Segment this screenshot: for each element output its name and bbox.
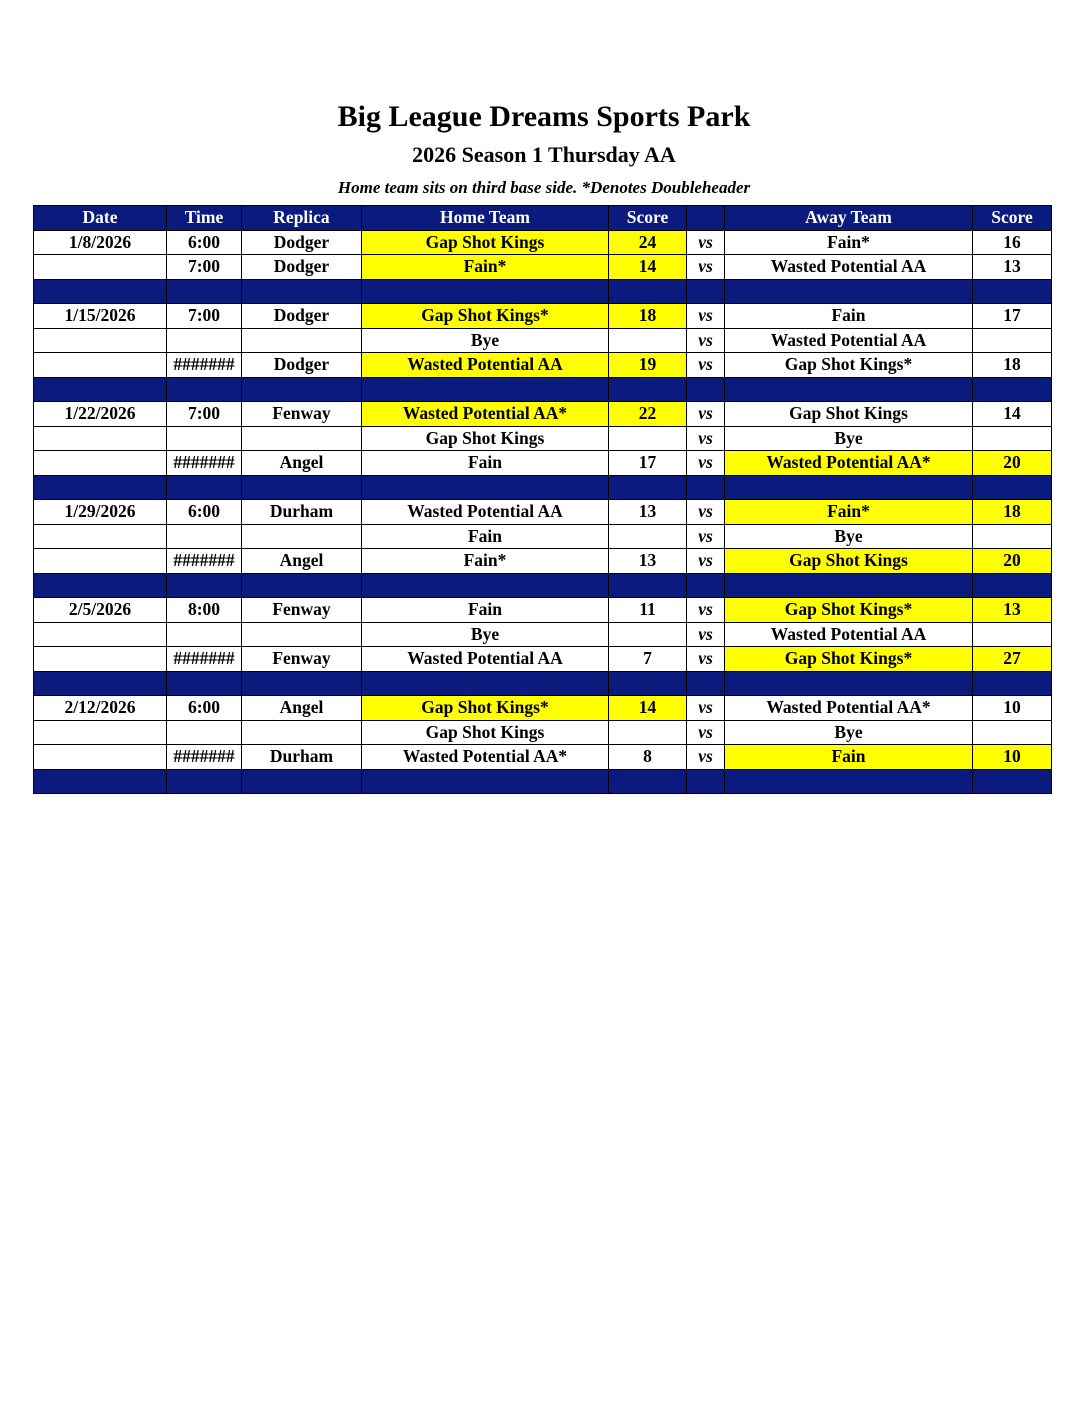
date-cell [34,451,167,476]
header-away-team: Away Team [725,206,973,231]
time-cell: ####### [167,451,242,476]
replica-cell: Angel [242,549,362,574]
separator-cell [34,279,167,304]
table-row [34,353,1052,378]
away-score-cell [973,524,1052,549]
away-score-cell [973,426,1052,451]
home-team-cell: Wasted Potential AA* [362,745,609,770]
replica-cell: Angel [242,696,362,721]
vs-cell: vs [687,426,725,451]
date-cell [34,622,167,647]
table-row [34,696,1052,721]
vs-cell: vs [687,230,725,255]
away-score-cell: 13 [973,598,1052,623]
separator-cell [167,671,242,696]
date-cell: 1/29/2026 [34,500,167,525]
vs-cell: vs [687,720,725,745]
separator-cell [362,279,609,304]
vs-cell: vs [687,745,725,770]
away-score-cell: 10 [973,696,1052,721]
home-score-cell: 13 [609,549,687,574]
home-team-cell: Gap Shot Kings* [362,304,609,329]
away-score-cell: 20 [973,451,1052,476]
home-team-cell: Gap Shot Kings [362,720,609,745]
vs-cell: vs [687,598,725,623]
home-score-cell [609,426,687,451]
home-score-cell: 13 [609,500,687,525]
away-team-cell: Fain [725,745,973,770]
home-team-cell: Fain* [362,549,609,574]
table-row [34,500,1052,525]
separator-row [34,475,1052,500]
vs-cell: vs [687,622,725,647]
date-cell [34,549,167,574]
table-row [34,720,1052,745]
time-cell: ####### [167,549,242,574]
header-home-team: Home Team [362,206,609,231]
table-row [34,255,1052,280]
time-cell: ####### [167,647,242,672]
header-home-score: Score [609,206,687,231]
separator-cell [362,377,609,402]
time-cell: 7:00 [167,402,242,427]
separator-cell [609,377,687,402]
home-score-cell: 11 [609,598,687,623]
home-team-cell: Wasted Potential AA [362,353,609,378]
replica-cell: Angel [242,451,362,476]
schedule-note: Home team sits on third base side. *Denotes Doubleheader [337,178,751,197]
replica-cell [242,720,362,745]
page-title: Big League Dreams Sports Park [337,100,751,133]
separator-row [34,377,1052,402]
separator-cell [242,769,362,794]
replica-cell: Fenway [242,598,362,623]
home-score-cell: 7 [609,647,687,672]
time-cell: 6:00 [167,500,242,525]
date-cell: 1/15/2026 [34,304,167,329]
time-cell [167,720,242,745]
vs-cell: vs [687,353,725,378]
home-team-cell: Gap Shot Kings [362,426,609,451]
separator-cell [34,573,167,598]
separator-cell [242,475,362,500]
replica-cell: Fenway [242,647,362,672]
replica-cell: Dodger [242,255,362,280]
table-row [34,524,1052,549]
time-cell [167,328,242,353]
separator-cell [242,279,362,304]
separator-cell [609,475,687,500]
replica-cell: Fenway [242,402,362,427]
away-score-cell: 18 [973,500,1052,525]
separator-cell [687,573,725,598]
separator-cell [34,769,167,794]
table-row [34,745,1052,770]
home-team-cell: Wasted Potential AA [362,647,609,672]
vs-cell: vs [687,304,725,329]
home-score-cell: 14 [609,255,687,280]
table-row [34,328,1052,353]
vs-cell: vs [687,696,725,721]
away-score-cell: 20 [973,549,1052,574]
away-team-cell: Gap Shot Kings [725,402,973,427]
header-vs [687,206,725,231]
replica-cell: Dodger [242,304,362,329]
away-team-cell: Bye [725,720,973,745]
away-team-cell: Wasted Potential AA [725,255,973,280]
separator-cell [973,671,1052,696]
separator-cell [34,671,167,696]
schedule-body [34,230,1052,794]
away-team-cell: Gap Shot Kings* [725,598,973,623]
separator-row [34,769,1052,794]
table-row [34,304,1052,329]
separator-cell [362,671,609,696]
date-cell [34,524,167,549]
time-cell [167,622,242,647]
table-row [34,598,1052,623]
separator-cell [242,377,362,402]
date-cell [34,647,167,672]
home-team-cell: Gap Shot Kings [362,230,609,255]
away-score-cell: 18 [973,353,1052,378]
header-away-score: Score [973,206,1052,231]
table-header-row [34,206,1052,231]
home-score-cell [609,524,687,549]
replica-cell [242,622,362,647]
separator-cell [725,475,973,500]
home-team-cell: Wasted Potential AA [362,500,609,525]
separator-cell [167,377,242,402]
separator-cell [973,769,1052,794]
separator-row [34,279,1052,304]
vs-cell: vs [687,524,725,549]
home-score-cell: 18 [609,304,687,329]
separator-cell [362,769,609,794]
separator-row [34,573,1052,598]
separator-cell [609,279,687,304]
away-score-cell: 17 [973,304,1052,329]
date-cell: 2/5/2026 [34,598,167,623]
home-team-cell: Fain [362,598,609,623]
separator-cell [687,671,725,696]
away-score-cell [973,328,1052,353]
replica-cell [242,524,362,549]
table-row [34,402,1052,427]
separator-cell [687,377,725,402]
time-cell [167,426,242,451]
separator-cell [362,475,609,500]
home-team-cell: Bye [362,328,609,353]
separator-cell [725,769,973,794]
home-score-cell: 22 [609,402,687,427]
schedule-table [33,205,1052,794]
date-cell: 2/12/2026 [34,696,167,721]
home-team-cell: Fain [362,451,609,476]
home-score-cell: 8 [609,745,687,770]
home-score-cell [609,720,687,745]
date-cell [34,745,167,770]
away-score-cell [973,622,1052,647]
away-team-cell: Gap Shot Kings* [725,647,973,672]
separator-row [34,671,1052,696]
separator-cell [609,573,687,598]
replica-cell [242,426,362,451]
date-cell [34,328,167,353]
home-team-cell: Wasted Potential AA* [362,402,609,427]
time-cell: ####### [167,745,242,770]
home-team-cell: Fain* [362,255,609,280]
vs-cell: vs [687,255,725,280]
away-team-cell: Wasted Potential AA [725,328,973,353]
separator-cell [34,475,167,500]
time-cell: 8:00 [167,598,242,623]
separator-cell [973,475,1052,500]
date-cell [34,720,167,745]
home-score-cell: 17 [609,451,687,476]
vs-cell: vs [687,500,725,525]
separator-cell [973,377,1052,402]
home-score-cell [609,328,687,353]
date-cell [34,426,167,451]
table-row [34,426,1052,451]
separator-cell [362,573,609,598]
away-team-cell: Wasted Potential AA* [725,451,973,476]
page-subtitle: 2026 Season 1 Thursday AA [412,142,676,167]
separator-cell [725,671,973,696]
separator-cell [34,377,167,402]
replica-cell: Durham [242,500,362,525]
separator-cell [725,573,973,598]
away-team-cell: Wasted Potential AA [725,622,973,647]
time-cell: 6:00 [167,230,242,255]
vs-cell: vs [687,328,725,353]
separator-cell [687,475,725,500]
separator-cell [687,769,725,794]
home-team-cell: Bye [362,622,609,647]
header-date: Date [34,206,167,231]
away-team-cell: Bye [725,426,973,451]
away-team-cell: Wasted Potential AA* [725,696,973,721]
home-score-cell: 14 [609,696,687,721]
away-score-cell: 27 [973,647,1052,672]
separator-cell [242,671,362,696]
separator-cell [609,769,687,794]
vs-cell: vs [687,549,725,574]
table-row [34,549,1052,574]
separator-cell [725,377,973,402]
header-replica: Replica [242,206,362,231]
separator-cell [242,573,362,598]
time-cell: 7:00 [167,255,242,280]
table-row [34,647,1052,672]
time-cell: ####### [167,353,242,378]
separator-cell [167,475,242,500]
away-team-cell: Bye [725,524,973,549]
away-score-cell: 10 [973,745,1052,770]
away-score-cell: 13 [973,255,1052,280]
time-cell: 6:00 [167,696,242,721]
table-row [34,622,1052,647]
home-score-cell: 19 [609,353,687,378]
time-cell: 7:00 [167,304,242,329]
separator-cell [973,279,1052,304]
replica-cell: Dodger [242,353,362,378]
table-row [34,451,1052,476]
away-team-cell: Fain* [725,500,973,525]
home-team-cell: Fain [362,524,609,549]
separator-cell [609,671,687,696]
separator-cell [973,573,1052,598]
separator-cell [167,769,242,794]
home-score-cell: 24 [609,230,687,255]
away-score-cell: 16 [973,230,1052,255]
away-team-cell: Gap Shot Kings* [725,353,973,378]
away-score-cell [973,720,1052,745]
vs-cell: vs [687,451,725,476]
date-cell [34,255,167,280]
away-score-cell: 14 [973,402,1052,427]
date-cell: 1/8/2026 [34,230,167,255]
table-row [34,230,1052,255]
replica-cell: Dodger [242,230,362,255]
replica-cell [242,328,362,353]
vs-cell: vs [687,647,725,672]
date-cell [34,353,167,378]
separator-cell [167,279,242,304]
date-cell: 1/22/2026 [34,402,167,427]
separator-cell [725,279,973,304]
away-team-cell: Fain* [725,230,973,255]
time-cell [167,524,242,549]
header-time: Time [167,206,242,231]
separator-cell [687,279,725,304]
home-team-cell: Gap Shot Kings* [362,696,609,721]
vs-cell: vs [687,402,725,427]
away-team-cell: Gap Shot Kings [725,549,973,574]
away-team-cell: Fain [725,304,973,329]
separator-cell [167,573,242,598]
replica-cell: Durham [242,745,362,770]
home-score-cell [609,622,687,647]
